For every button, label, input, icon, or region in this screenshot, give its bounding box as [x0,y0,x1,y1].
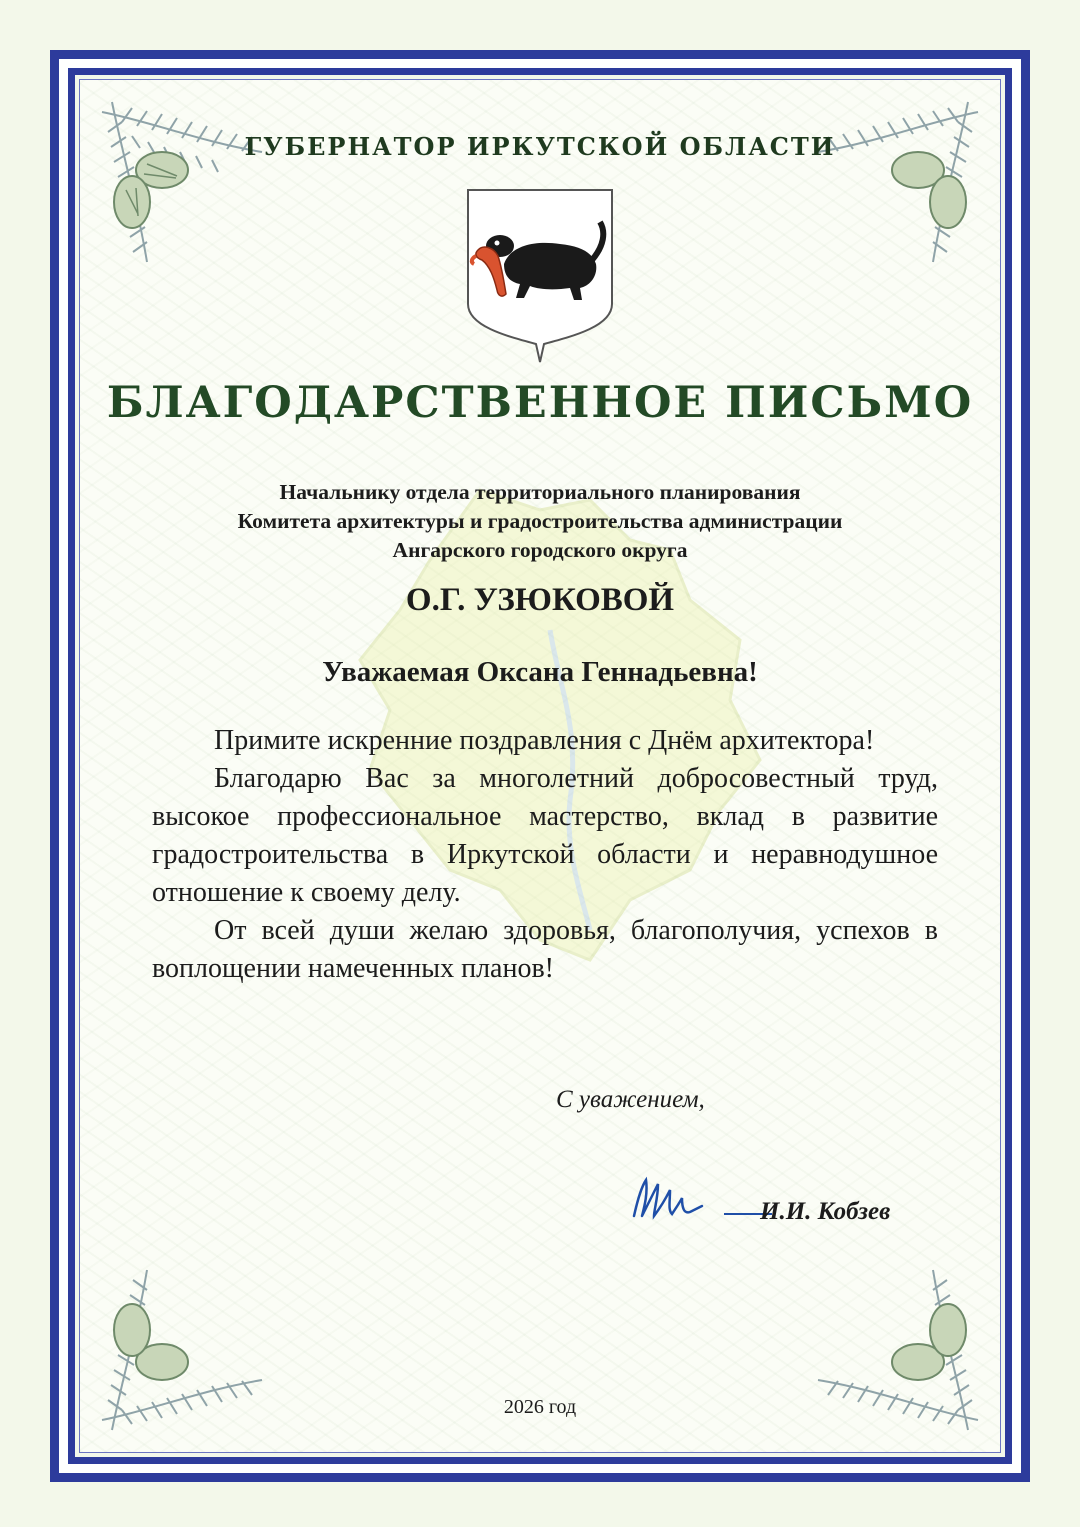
addressee-line: Начальнику отдела территориального планирования [279,480,801,504]
pine-branch-ornament-icon [808,1260,988,1440]
pine-branch-ornament-icon [808,92,988,272]
body-paragraph: Примите искренние поздравления с Днём архитектора! [214,725,875,756]
greeting: Уважаемая Оксана Геннадьевна! [322,656,758,688]
addressee-block [140,478,940,565]
document-year: 2026 год [503,1396,577,1418]
body-paragraph: От всей души желаю здоровья, благополучия, успехов в воплощении намеченных планов! [152,915,938,984]
signer-name: И.И. Кобзев [760,1198,891,1225]
pine-branch-ornament-icon [92,1260,272,1440]
recipient-name: О.Г. УЗЮКОВОЙ [405,582,675,618]
body-paragraph: Благодарю Вас за многолетний добросовестный труд, высокое профессиональное мастерство, вклад в развитие градостроительства в Иркутской области и неравнодушное отношение к своему делу. [152,763,938,908]
addressee-line: Ангарского городского округа [392,538,688,562]
letter-body [152,722,938,988]
signature-mark [624,1168,774,1228]
irkutsk-coat-of-arms-icon [464,186,616,364]
letter-title: БЛАГОДАРСТВЕННОЕ ПИСЬМО [106,378,974,428]
pine-branch-ornament-icon [92,92,272,272]
issuer-heading: ГУБЕРНАТОР ИРКУТСКОЙ ОБЛАСТИ [244,132,836,161]
addressee-line: Комитета архитектуры и градостроительства администрации [237,509,843,533]
closing-phrase: С уважением, [556,1086,705,1113]
